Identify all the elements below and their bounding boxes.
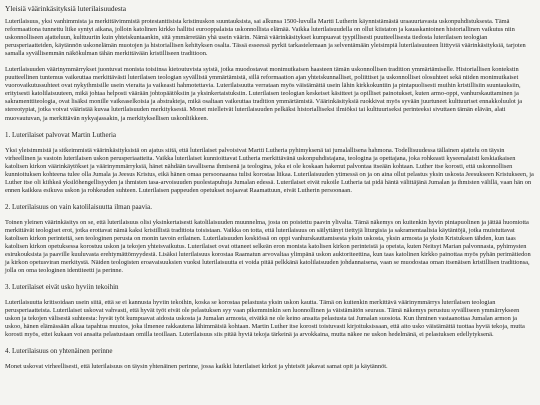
document-title: Yleisiä väärinkäsityksiä luterilaisuudesta bbox=[5, 4, 127, 13]
paragraph-causes: Luterilaisuuden väärinymmärrykset juontuvat monista toisiinsa kietoutuvista syistä, jotka muodostavat monimutkaisen haasteen tämän uskonnollisen tradition ymmärtämiselle. Historiallisen kontekstin puutteellinen tuntemus vaikeuttaa merkittävästi luterilaisen teologian syvällistä ymmärtämistä, sillä reformaation ajan yhteiskunnalliset, poliittiset ja uskonnolliset olosuhteet sekä niiden monimutkaiset vuorovaikutussuhteet ovat nykyihmisille usein vieraita ja vaikeasti hahmotettavia. Luterilaisuutta verrataan myös väistämättä usein lähin kirkkokuntiin ja pintapuolisesti muihin kristillisiin suuntauksiin, erityisesti katolilaisuuteen, mikä johtaa helposti väärään johtopäätöksiin ja yksinkertaistuksiin. Luterilaisen teologian keskeiset käsitteet ja opilliset painotukset, kuten armo-oppi, vanhurskauttaminen ja sakramenttiteologia, ovat lisäksi monille vaikeaselkoisia ja abstrakteja, mikä osaltaan vaikeuttaa tradition ymmärtämistä. Väärinkäsityksiä ruokkivat myös syvään juurtuneet kulttuuriset ennakkoluulot ja stereotypiat, jotka voivat vääristää kuvaa luterilaisuuden merkityksestä. Monet mielletvät luterilaisuuden pelkäksi historialliseksi ilmiöksi tai kulttuuriseksi perinteeksi sivuttaen tämän elävän, alati muovautuvan, ja merkittävän nykyajassakin, ja merkityksellisen uskonliikkeen. bbox=[5, 66, 523, 122]
section-heading-2: 2. Luterilaisuus on vain katolilaisuutta ilman paavia. bbox=[5, 202, 152, 211]
paragraph-section-2: Toinen yleinen väärinkäsitys on se, että luterilaisuus olisi yksinkertaisesti katolilaisuuden muunnelma, josta on poistettu paavin ylivalta. Tämä näkemys on kuitenkin hyvin pintapuolinen ja jättää huomiotta merkittävät teologiset erot, jotka erottavat nämä kaksi kristillistä traditiota toisistaan. Vaikka on totta, että luterilaisuus on säilyttänyt tiettyjä liturgisia ja sakramentaalisia käytäntöjä, jotka muistuttavat katolisen kirkon perinteitä, sen teologinen perusta on monin tavoin erilainen. Luterilaisuuden keskiössä on oppi vanhurskauttamisesta yksin uskosta, yksin armosta ja yksin Kristuksen tähden, kun taas katolisen kirkon opetuksessa korostuu uskon ja tekojen yhteisvaikutus. Luterilaiset ovat ottaneet selkeän eron monista katolisen kirkon perinteistä ja opeista, kuten Neitsyt Marian palvonnasta, pyhimysten esirukouksista ja paaville kuuluvasta erehtymättömyydestä. Lisäksi luterilaisuus korostaa Raamatun arvovaltaa ylimpänä uskon auktoriteettina, kun taas katolinen kirkko painottaa myös pyhän perimätiedon ja kirkon opetusviran merkitystä. Näiden teologisten eroavaisuuksien vuoksi luterilaisuutta ei voida pitää pelkkänä katolilaisuuden johdannaisena, vaan se muodostaa oman itsenäisen kristillisen traditionsa, jolla on oma teologinen identiteetti ja perinne. bbox=[5, 218, 531, 275]
section-heading-4: 4. Luterilaisuus on yhtenäinen perinne bbox=[5, 347, 113, 356]
paragraph-section-4: Monet uskovat virheellisesti, että luterilaisuus on täysin yhtenäinen perinne, jossa kaikki luterilaiset kirkot ja yhteisöt jakavat samat opit ja käytännöt. bbox=[5, 363, 388, 371]
section-heading-1: 1. Luterilaiset palvovat Martin Lutheria bbox=[5, 130, 116, 139]
paragraph-intro: Luterilaisuus, yksi vanhimmista ja merkittävimmistä protestanttisista kristinuskon suuntauksista, sai alkunsa 1500-luvulla Martti Lutherin käynnistämästä uraauurtavasta uskonpuhdistuksesta. Tämä reformaationa tunnettu liike syntyi aikana, jolloin katolinen kirkko hallitsi eurooppalaista uskonnollista elämää. Vaikka luterilaisuudella on ollut kiistaton ja kauaskantoinen historiallinen vaikutus niin uskonnolliseen ajatteluun, kulttuuriin kuin yhteiskuntaankin, sitä ymmärretään yhä usein väärin. Nämä väärinkäsitykset kumpuavat tyypillisesti puutteellisesta tiedosta luterilaisen teologian perusperiaatteiden, käytännön uskonelämän muotojen ja historiallisen kehityksen osalta. Tässä esseessä pyrkii tarkastelemaan ja selventämään yleisimpiä luterilaisuuteen liittyviä väärinkäsityksiä, tarjoten samalla syvällisemmän näkökulman tähän merkittävään kristilliseen traditioon. bbox=[5, 18, 526, 58]
section-heading-3: 3. Luterilaiset eivät usko hyviin tekoihin bbox=[5, 283, 119, 292]
paragraph-section-1: Yksi yleisimmistä ja sitkeimmistä väärinkäsityksistä on ajatus siitä, että luterilaiset palvoisivat Martti Lutheria pyhimyksenä tai jumalallisena hahmona. Todellisuudessa tällainen ajattelu on täysin virheellinen ja vastoin luterilaisen uskon perusperiaatteita. Vaikka luterilaiset kunnioittavat Lutheria merkittävänä uskonpuhdistajana, teologina ja opettajana, joka rohkeasti kyseenalaisti keskiaikaisen katolisen kirkon väärinkäytökset ja väärinymmärryksiä, hänet nähdään tavallisena ihmisenä ja teologina, joka ei ole koskaan hakenut palvontaa itseään kohtaan. Luther itse korosti, että uskonnollisen kunnioituksen kohteena tulee olla Jumala ja Jeesus Kristus, eikä hänen omaa persoonaansa tulisi korostaa liikaa. Luterilaisuuden ytimessä on ja on aina ollut pelastus yksin uskosta Jeesukseen Kristukseen, ja Luther itse oli kiihkeä yksilöhengellisyyden ja ihmisten tasa-arvoisuuden puolestapuhuja Jumalan edessä. Luterilaiset eivät rukoile Lutheria tai pidä häntä välittäjänä Jumalan ja ihmisten välillä, vaan hän on ennen kaikkea esikuva uskon ja rohkeuden suhteen. Luterilaisen pappeuden opetukset nojaavat Raamattuun, eivät Lutherin persoonaan. bbox=[5, 146, 534, 194]
paragraph-section-3: Luterilaisuutta kritisoidaan usein siitä, että se ei kannusta hyviin tekoihin, koska se korostaa pelastusta yksin uskon kautta. Tämä on kuitenkin merkittävä väärinymmärrys luterilaisen teologian perusperiaatteista. Luterilaiset uskovat vahvasti, että hyvät työt eivät ole pelastuksen syy vaan pikemminkin sen luonnollinen ja väistämätön seuraus. Tämä näkemys perustuu syvälliseen ymmärrykseen uskon ja tekojen välisestä suhteesta: hyvät työt kumpuavat aidosta uskosta ja Jumalan armosta, eivätkä ne ole keino ansaita pelastusta tai Jumalan suosiota. Kun ihminen vastaanottaa Jumalan armon ja uskoo, hänen elämässään alkaa tapahtua muutos, joka ilmenee rakkautena lähimmäisiä kohtaan. Martin Luther itse korosti toistuvasti kirjoituksissaan, että aito usko väistämättä tuottaa hyviä tekoja, mutta korosti myös, ettei kukaan voi ansaita pelastustaan omilla teoillaan. Luterilaisuus siis pitää hyviä tekoja tärkeinä ja arvokkaina, mutta näkee ne uskon hedelmänä, ei pelastuksen edellytyksenä. bbox=[5, 299, 525, 339]
